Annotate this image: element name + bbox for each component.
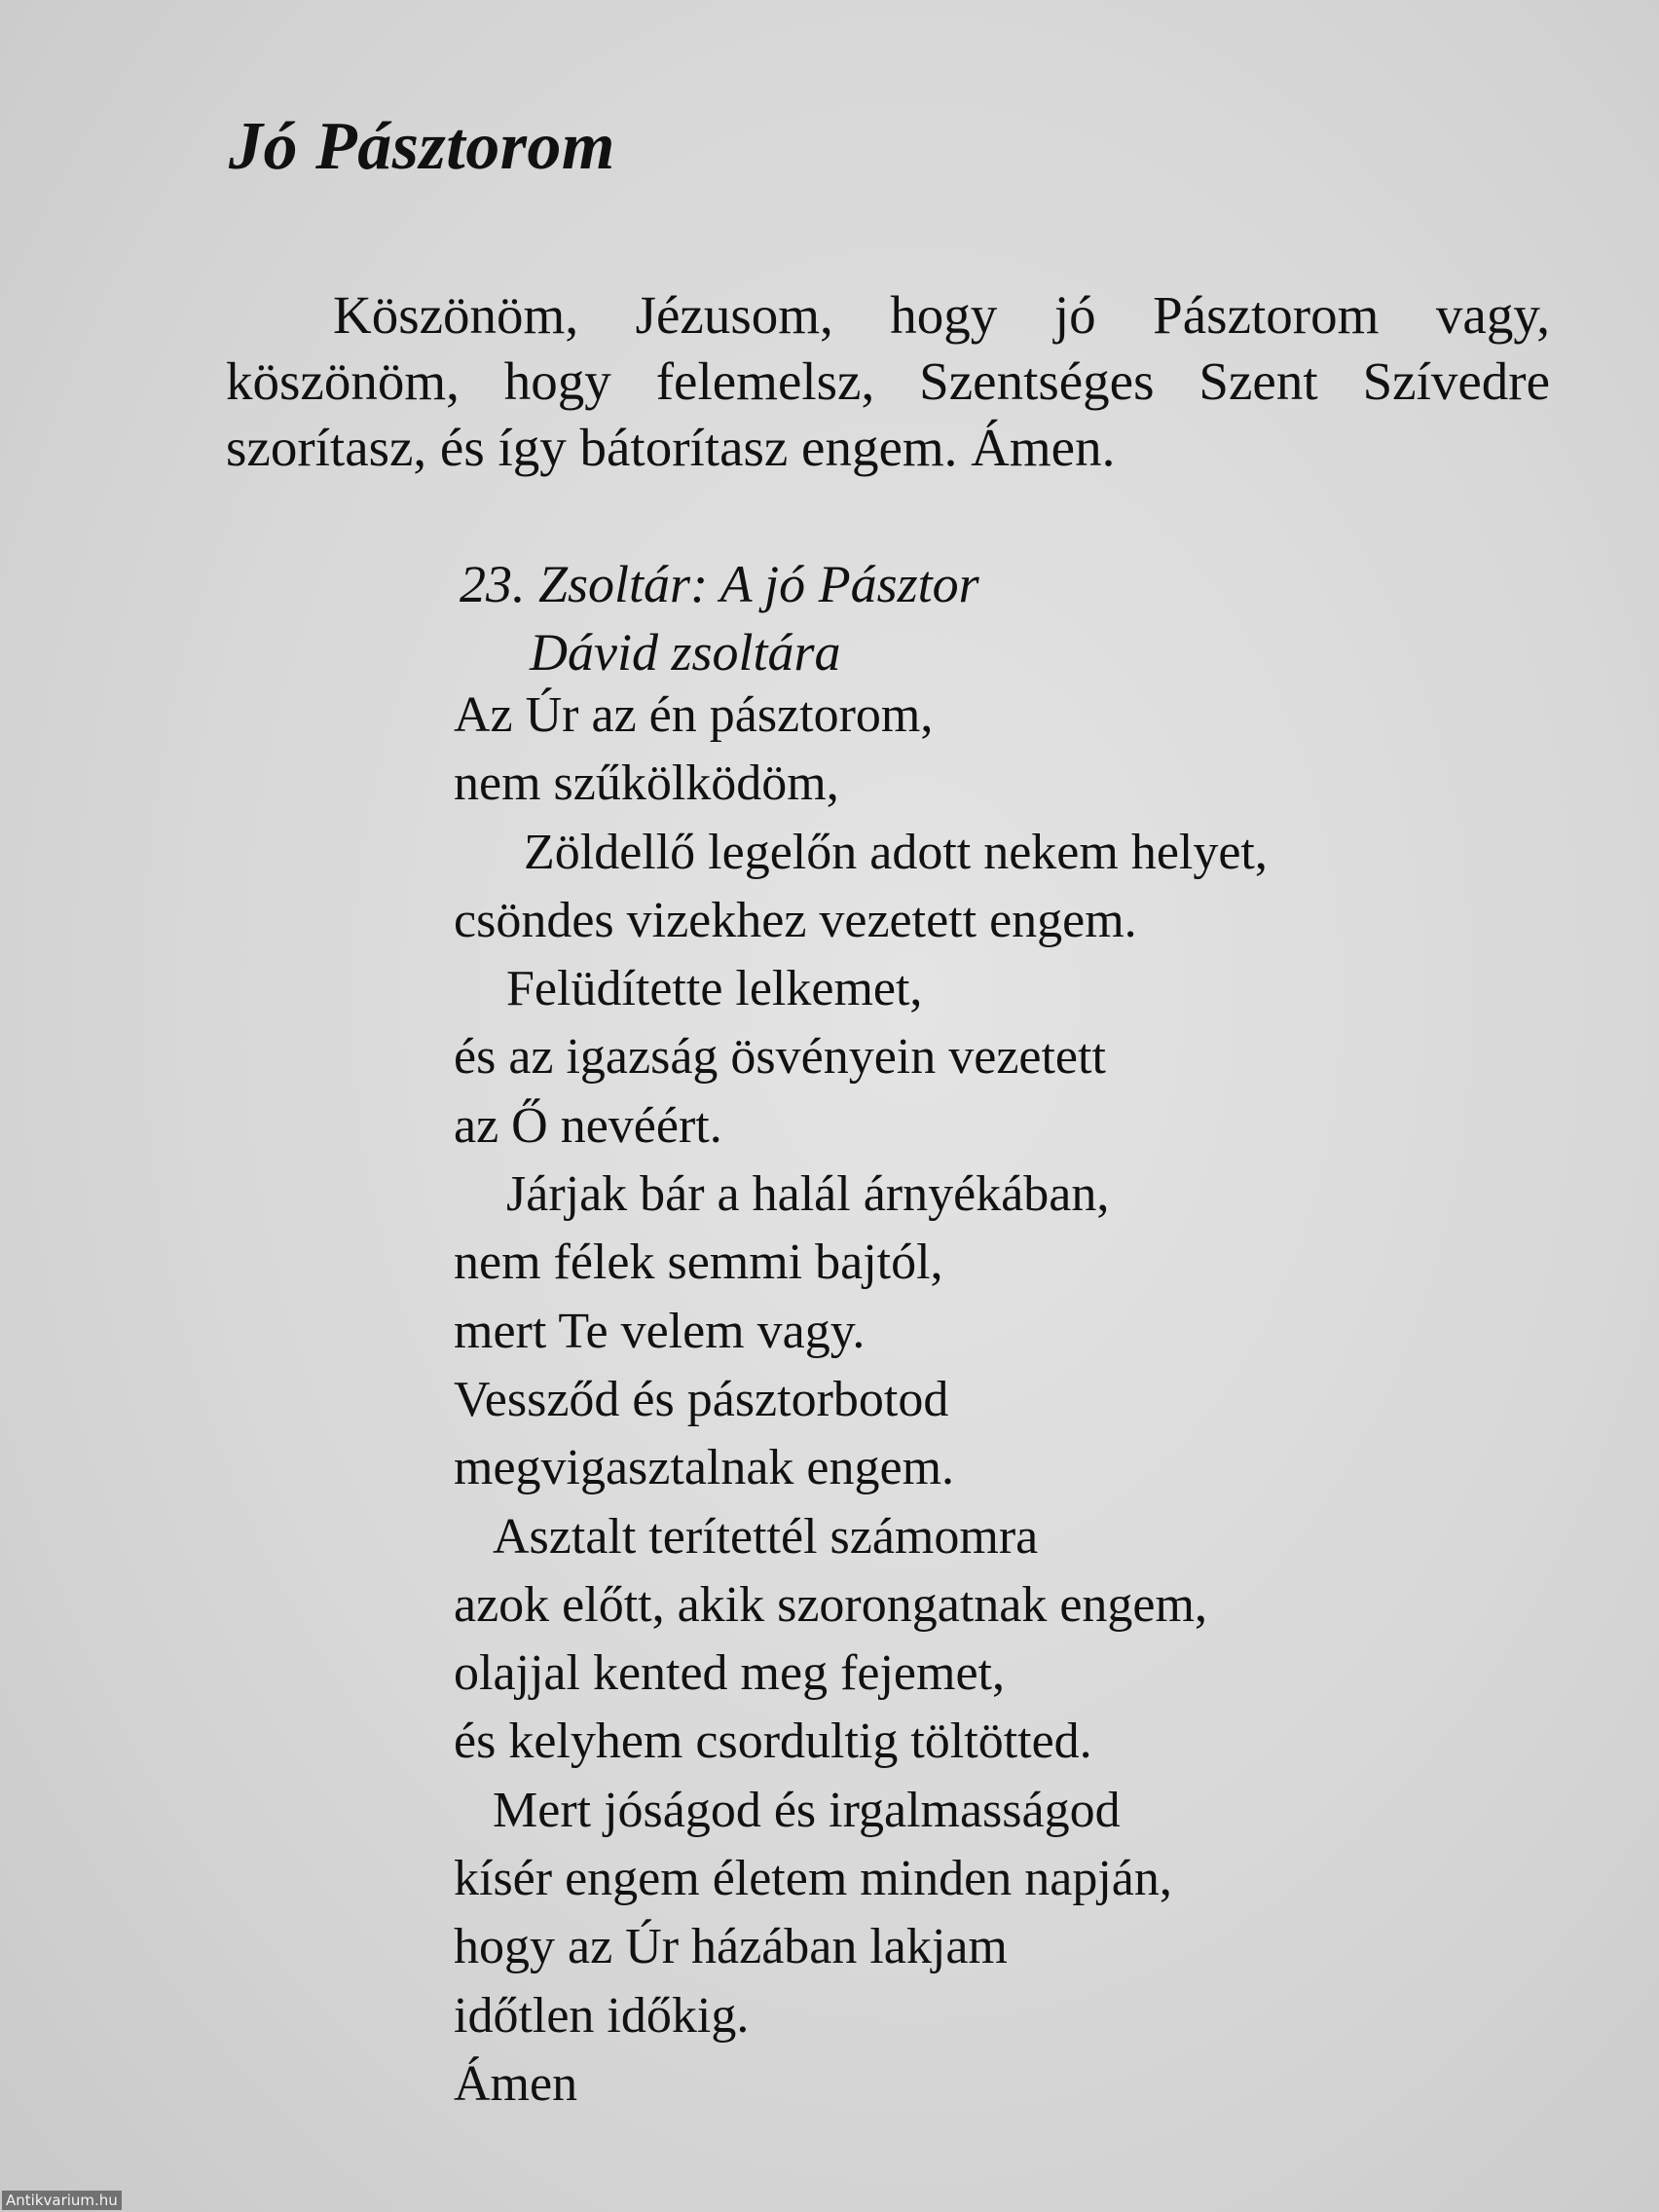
psalm-line: az Ő nevéért.	[454, 1097, 722, 1154]
psalm-heading	[460, 550, 979, 686]
psalm-line: Vessződ és pásztorbotod	[454, 1371, 949, 1427]
psalm-line: Felüdítette lelkemet,	[506, 961, 923, 1017]
psalm-line: kísér engem életem minden napján,	[454, 1851, 1172, 1907]
psalm-line: nem félek semmi bajtól,	[454, 1235, 943, 1291]
psalm-line: nem szűkölködöm,	[454, 756, 839, 812]
prayer-paragraph: Köszönöm, Jézusom, hogy jó Pásztorom vagy, köszönöm, hogy felemelsz, Szentséges Szent Szívedre szorítasz, és így bátorítasz engem. Ámen.	[226, 285, 1550, 477]
psalm-line: csöndes vizekhez vezetett engem.	[454, 892, 1137, 948]
psalm-line: olajjal kented meg fejemet,	[454, 1645, 1005, 1702]
psalm-line: és az igazság ösvényein vezetett	[454, 1029, 1106, 1086]
psalm-heading-subtitle: Dávid zsoltára	[530, 623, 841, 682]
psalm-text	[454, 682, 1525, 2119]
page-title: Jó Pásztorom	[229, 109, 615, 184]
psalm-heading-title: 23. Zsoltár: A jó Pásztor	[460, 555, 979, 613]
psalm-line: és kelyhem csordultig töltötted.	[454, 1714, 1092, 1770]
psalm-line: hogy az Úr házában lakjam	[454, 1919, 1008, 1975]
psalm-line: azok előtt, akik szorongatnak engem,	[454, 1576, 1207, 1633]
watermark: Antikvarium.hu	[2, 2191, 122, 2210]
psalm-line: Zöldellő legelőn adott nekem helyet,	[524, 824, 1268, 880]
psalm-line: Mert jóságod és irgalmasságod	[493, 1782, 1121, 1838]
psalm-line: mert Te velem vagy.	[454, 1303, 866, 1359]
psalm-line: Ámen	[454, 2055, 578, 2112]
psalm-line: Asztalt terítettél számomra	[493, 1508, 1039, 1565]
psalm-line: időtlen időkig.	[454, 1987, 750, 2044]
psalm-line: megvigasztalnak engem.	[454, 1440, 955, 1496]
psalm-line: Járjak bár a halál árnyékában,	[506, 1166, 1110, 1223]
psalm-line: Az Úr az én pásztorom,	[454, 687, 934, 743]
